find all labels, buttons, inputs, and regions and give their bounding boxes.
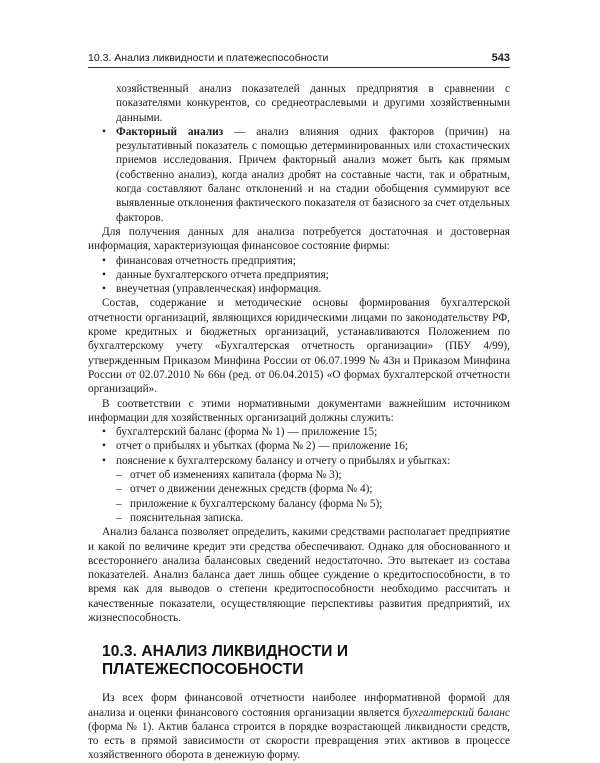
sublist-item	[88, 497, 510, 511]
list-item-text: финансовая отчетность предприятия;	[116, 254, 296, 267]
list-item-text: пояснение к бухгалтерскому балансу и отчету о прибылях и убытках:	[116, 454, 451, 467]
dash-marker: –	[116, 483, 122, 496]
header-rule	[88, 67, 510, 68]
paragraph-data-sources: Для получения данных для анализа потребуется достаточная и достоверная информация, характеризующая финансовое состояние фирмы:	[88, 225, 510, 253]
list-item	[88, 268, 510, 282]
running-header	[88, 50, 510, 68]
paragraph-accordance: В соответствии с этими нормативными документами важнейшим источником информации для хозяйственных организаций должны служить:	[88, 397, 510, 424]
list-item	[88, 439, 510, 453]
list-item-text: данные бухгалтерского отчета предприятия;	[116, 268, 329, 281]
reporting-forms-list	[88, 425, 510, 468]
paragraph-composition: Состав, содержание и методические основы формирования бухгалтерской отчетности организаций, являющихся юридическими лицами по законодательству РФ, кроме кредитных и бюджетных организаций, устанавливаются Положением по бухгалтерскому учету «Бухгалтерская отчетность организации» (ПБУ 4/99), утвержденным Приказом Минфина России от 06.07.1999 № 43н и Приказом Минфина России от 02.07.2010 № 66н (ред. от 06.04.2015) «О формах бухгалтерской отчетности организаций».	[88, 297, 510, 396]
bullet-marker: •	[102, 454, 106, 467]
sublist-item-text: отчет об изменениях капитала (форма № 3);	[130, 469, 342, 482]
explanation-sublist	[88, 468, 510, 525]
list-item	[88, 425, 510, 439]
balance-sheet-term: бухгалтерский баланс	[403, 706, 510, 719]
bullet-marker: •	[102, 283, 106, 296]
list-item-text: бухгалтерский баланс (форма № 1) — приложение 15;	[116, 426, 378, 439]
factor-analysis-text: — анализ влияния одних факторов (причин) на результативный показатель с помощью детерминированных или стохастических приемов исследования. Причем факторный анализ может быть как прямым (собственно анализ), когда анализ дробят на составные части, так и обратным, когда составляют баланс отклонений и на стадии обобщения суммируют все выявленные отклонения фактического показателя от базисного за счет отдельных факторов.	[116, 125, 510, 224]
dash-marker: –	[116, 469, 122, 482]
paragraph-balance-analysis: Анализ баланса позволяет определить, какими средствами располагает предприятие и какой по величине кредит эти средства обеспечивают. Однако для обоснованного и всестороннего анализа балансовых сведений недостаточно. Это вытекает из состава показателей. Анализ баланса дает лишь общее суждение о кредитоспособности, в то время как для выводов о степени кредитоспособности необходимо рассчитать и качественные показатели, осуществляющие перспективы развития предприятий, их жизнеспособность.	[88, 526, 510, 624]
list-item	[88, 254, 510, 268]
sublist-item-text: отчет о движении денежных средств (форма № 4);	[130, 483, 373, 496]
list-item-text: внеучетная (управленческая) информация.	[116, 283, 322, 296]
factor-analysis-term: Факторный анализ	[116, 125, 224, 138]
dash-marker: –	[116, 497, 122, 510]
list-item	[88, 454, 510, 468]
sublist-item	[88, 482, 510, 496]
balance-sheet-text-a: Из всех форм финансовой отчетности наиболее информативной формой для анализа и оценки финансового состояния организации является	[88, 692, 510, 719]
bullet-marker: •	[102, 440, 106, 453]
page-number: 543	[491, 52, 510, 64]
bullet-marker: •	[102, 426, 106, 439]
info-sources-list	[88, 254, 510, 297]
section-heading: 10.3. АНАЛИЗ ЛИКВИДНОСТИ И ПЛАТЕЖЕСПОСОБНОСТИ	[102, 643, 349, 679]
list-item-text: отчет о прибылях и убытках (форма № 2) — приложение 16;	[116, 440, 409, 453]
paragraph-balance-sheet	[88, 691, 510, 762]
bullet-marker: •	[102, 125, 106, 138]
page-body	[88, 82, 510, 763]
paragraph-continuation: хозяйственный анализ показателей данных предприятия в сравнении с показателями конкурентов, со среднеотраслевыми и другими хозяйственными данными.	[116, 83, 510, 124]
bullet-marker: •	[102, 254, 106, 267]
sublist-item	[88, 511, 510, 525]
balance-sheet-text-b: (форма № 1). Актив баланса строится в порядке возрастающей ликвидности средств, то есть в прямой зависимости от скорости превращения этих активов в процессе хозяйственного оборота в денежную форму.	[88, 720, 510, 762]
list-item	[88, 282, 510, 296]
sublist-item-text: приложение к бухгалтерскому балансу (форма № 5);	[130, 497, 383, 510]
bullet-marker: •	[102, 268, 106, 281]
sublist-item-text: пояснительная записка.	[130, 511, 244, 524]
running-title: 10.3. Анализ ликвидности и платежеспособности	[88, 52, 329, 64]
dash-marker: –	[116, 511, 122, 524]
factor-analysis-item	[88, 125, 510, 225]
sublist-item	[88, 468, 510, 482]
